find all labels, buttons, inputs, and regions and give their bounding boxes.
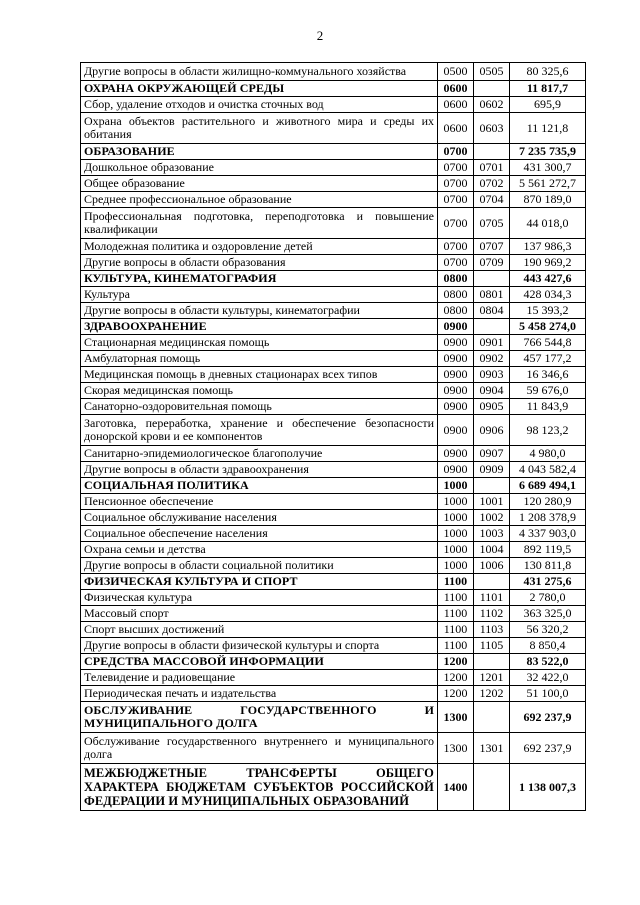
page-number: 2: [316, 28, 324, 43]
row-subsection-code-cell: 0702: [474, 176, 510, 192]
row-section-code-cell: 1000: [438, 526, 474, 542]
row-name-cell: Молодежная политика и оздоровление детей: [81, 239, 438, 255]
row-section-code-cell: 1100: [438, 606, 474, 622]
table-row: [81, 208, 586, 239]
table-row: [81, 415, 586, 446]
row-name-cell: Другие вопросы в области культуры, кинематографии: [81, 303, 438, 319]
row-amount-cell: 1 138 007,3: [510, 764, 586, 811]
budget-table-body: [81, 63, 586, 811]
row-name-cell: Стационарная медицинская помощь: [81, 335, 438, 351]
row-section-code-cell: 0700: [438, 239, 474, 255]
table-row: [81, 494, 586, 510]
row-name-cell: Другие вопросы в области социальной политики: [81, 558, 438, 574]
table-row: [81, 144, 586, 160]
row-name-cell: Социальное обеспечение населения: [81, 526, 438, 542]
table-row: [81, 478, 586, 494]
row-section-code-cell: 1000: [438, 558, 474, 574]
row-name-cell: КУЛЬТУРА, КИНЕМАТОГРАФИЯ: [81, 271, 438, 287]
row-subsection-code-cell: 0907: [474, 446, 510, 462]
row-name-cell: Культура: [81, 287, 438, 303]
table-row: [81, 81, 586, 97]
row-subsection-code-cell: [474, 319, 510, 335]
row-amount-cell: 4 337 903,0: [510, 526, 586, 542]
row-amount-cell: 11 843,9: [510, 399, 586, 415]
row-section-code-cell: 0900: [438, 462, 474, 478]
table-row: [81, 351, 586, 367]
table-row: [81, 271, 586, 287]
row-section-code-cell: 1400: [438, 764, 474, 811]
row-name-cell: Среднее профессиональное образование: [81, 192, 438, 208]
row-name-cell: Обслуживание государственного внутреннего и муниципального долга: [81, 733, 438, 764]
row-subsection-code-cell: 1001: [474, 494, 510, 510]
row-subsection-code-cell: 1301: [474, 733, 510, 764]
row-amount-cell: 15 393,2: [510, 303, 586, 319]
row-subsection-code-cell: 0505: [474, 63, 510, 81]
row-amount-cell: 56 320,2: [510, 622, 586, 638]
row-section-code-cell: 0900: [438, 351, 474, 367]
row-name-cell: Заготовка, переработка, хранение и обеспечение безопасности донорской крови и ее компонентов: [81, 415, 438, 446]
row-section-code-cell: 0700: [438, 160, 474, 176]
row-subsection-code-cell: 1101: [474, 590, 510, 606]
row-subsection-code-cell: 0909: [474, 462, 510, 478]
row-section-code-cell: 1100: [438, 622, 474, 638]
row-name-cell: Пенсионное обеспечение: [81, 494, 438, 510]
row-name-cell: Спорт высших достижений: [81, 622, 438, 638]
table-row: [81, 526, 586, 542]
row-amount-cell: 11 121,8: [510, 113, 586, 144]
row-name-cell: ОХРАНА ОКРУЖАЮЩЕЙ СРЕДЫ: [81, 81, 438, 97]
table-row: [81, 287, 586, 303]
row-name-cell: Санитарно-эпидемиологическое благополучие: [81, 446, 438, 462]
row-amount-cell: 692 237,9: [510, 702, 586, 733]
row-subsection-code-cell: 0904: [474, 383, 510, 399]
row-section-code-cell: 0900: [438, 383, 474, 399]
row-subsection-code-cell: 1103: [474, 622, 510, 638]
row-section-code-cell: 1000: [438, 542, 474, 558]
row-amount-cell: 137 986,3: [510, 239, 586, 255]
table-row: [81, 446, 586, 462]
table-row: [81, 558, 586, 574]
row-name-cell: Сбор, удаление отходов и очистка сточных вод: [81, 97, 438, 113]
row-subsection-code-cell: 1202: [474, 686, 510, 702]
table-row: [81, 654, 586, 670]
row-amount-cell: 11 817,7: [510, 81, 586, 97]
table-row: [81, 733, 586, 764]
row-section-code-cell: 0700: [438, 192, 474, 208]
row-amount-cell: 443 427,6: [510, 271, 586, 287]
table-row: [81, 542, 586, 558]
row-subsection-code-cell: [474, 478, 510, 494]
row-subsection-code-cell: [474, 702, 510, 733]
row-subsection-code-cell: [474, 574, 510, 590]
row-name-cell: Периодическая печать и издательства: [81, 686, 438, 702]
table-row: [81, 367, 586, 383]
table-row: [81, 764, 586, 811]
row-amount-cell: 120 280,9: [510, 494, 586, 510]
row-section-code-cell: 1200: [438, 654, 474, 670]
table-row: [81, 606, 586, 622]
row-section-code-cell: 1200: [438, 670, 474, 686]
table-row: [81, 303, 586, 319]
row-name-cell: Социальное обслуживание населения: [81, 510, 438, 526]
row-section-code-cell: 0700: [438, 144, 474, 160]
row-amount-cell: 51 100,0: [510, 686, 586, 702]
row-section-code-cell: 0900: [438, 319, 474, 335]
table-row: [81, 176, 586, 192]
row-section-code-cell: 1300: [438, 733, 474, 764]
row-amount-cell: 428 034,3: [510, 287, 586, 303]
row-subsection-code-cell: 0906: [474, 415, 510, 446]
row-name-cell: Другие вопросы в области физической культуры и спорта: [81, 638, 438, 654]
row-amount-cell: 1 208 378,9: [510, 510, 586, 526]
row-subsection-code-cell: 1105: [474, 638, 510, 654]
row-subsection-code-cell: 1201: [474, 670, 510, 686]
row-subsection-code-cell: [474, 81, 510, 97]
row-section-code-cell: 0700: [438, 208, 474, 239]
row-section-code-cell: 1000: [438, 478, 474, 494]
row-subsection-code-cell: 1003: [474, 526, 510, 542]
row-name-cell: МЕЖБЮДЖЕТНЫЕ ТРАНСФЕРТЫ ОБЩЕГО ХАРАКТЕРА БЮДЖЕТАМ СУБЪЕКТОВ РОССИЙСКОЙ ФЕДЕРАЦИИ И МУНИЦИПАЛЬНЫХ ОБРАЗОВАНИЙ: [81, 764, 438, 811]
table-row: [81, 383, 586, 399]
row-name-cell: Санаторно-оздоровительная помощь: [81, 399, 438, 415]
table-row: [81, 160, 586, 176]
row-section-code-cell: 0800: [438, 303, 474, 319]
table-row: [81, 97, 586, 113]
row-name-cell: Другие вопросы в области здравоохранения: [81, 462, 438, 478]
row-amount-cell: 32 422,0: [510, 670, 586, 686]
row-section-code-cell: 1000: [438, 494, 474, 510]
row-amount-cell: 766 544,8: [510, 335, 586, 351]
table-row: [81, 63, 586, 81]
row-subsection-code-cell: 0901: [474, 335, 510, 351]
row-name-cell: Массовый спорт: [81, 606, 438, 622]
row-amount-cell: 457 177,2: [510, 351, 586, 367]
row-subsection-code-cell: 0705: [474, 208, 510, 239]
row-amount-cell: 4 980,0: [510, 446, 586, 462]
row-subsection-code-cell: 0905: [474, 399, 510, 415]
row-subsection-code-cell: 1002: [474, 510, 510, 526]
row-amount-cell: 16 346,6: [510, 367, 586, 383]
row-name-cell: ЗДРАВООХРАНЕНИЕ: [81, 319, 438, 335]
row-section-code-cell: 0500: [438, 63, 474, 81]
row-name-cell: Физическая культура: [81, 590, 438, 606]
row-name-cell: Другие вопросы в области образования: [81, 255, 438, 271]
table-row: [81, 638, 586, 654]
table-row: [81, 113, 586, 144]
row-subsection-code-cell: 0903: [474, 367, 510, 383]
row-name-cell: Дошкольное образование: [81, 160, 438, 176]
row-section-code-cell: 0600: [438, 81, 474, 97]
row-name-cell: СРЕДСТВА МАССОВОЙ ИНФОРМАЦИИ: [81, 654, 438, 670]
row-subsection-code-cell: 0701: [474, 160, 510, 176]
table-row: [81, 255, 586, 271]
row-name-cell: Профессиональная подготовка, переподготовка и повышение квалификации: [81, 208, 438, 239]
row-amount-cell: 98 123,2: [510, 415, 586, 446]
row-section-code-cell: 0800: [438, 287, 474, 303]
row-name-cell: Общее образование: [81, 176, 438, 192]
table-row: [81, 622, 586, 638]
row-subsection-code-cell: [474, 271, 510, 287]
row-name-cell: Скорая медицинская помощь: [81, 383, 438, 399]
row-amount-cell: 2 780,0: [510, 590, 586, 606]
row-name-cell: Охрана семьи и детства: [81, 542, 438, 558]
row-section-code-cell: 1300: [438, 702, 474, 733]
row-section-code-cell: 0900: [438, 367, 474, 383]
row-subsection-code-cell: 0602: [474, 97, 510, 113]
row-section-code-cell: 1200: [438, 686, 474, 702]
row-amount-cell: 59 676,0: [510, 383, 586, 399]
row-amount-cell: 6 689 494,1: [510, 478, 586, 494]
row-name-cell: Медицинская помощь в дневных стационарах всех типов: [81, 367, 438, 383]
row-amount-cell: 431 300,7: [510, 160, 586, 176]
row-section-code-cell: 0900: [438, 399, 474, 415]
row-section-code-cell: 0700: [438, 255, 474, 271]
table-row: [81, 319, 586, 335]
table-row: [81, 335, 586, 351]
row-subsection-code-cell: 0707: [474, 239, 510, 255]
row-amount-cell: 870 189,0: [510, 192, 586, 208]
table-row: [81, 399, 586, 415]
row-name-cell: Амбулаторная помощь: [81, 351, 438, 367]
row-subsection-code-cell: 1006: [474, 558, 510, 574]
table-row: [81, 239, 586, 255]
row-amount-cell: 692 237,9: [510, 733, 586, 764]
row-amount-cell: 5 561 272,7: [510, 176, 586, 192]
table-row: [81, 192, 586, 208]
row-name-cell: ОБРАЗОВАНИЕ: [81, 144, 438, 160]
row-subsection-code-cell: 0603: [474, 113, 510, 144]
row-amount-cell: 4 043 582,4: [510, 462, 586, 478]
table-row: [81, 462, 586, 478]
row-section-code-cell: 0700: [438, 176, 474, 192]
row-amount-cell: 695,9: [510, 97, 586, 113]
row-amount-cell: 130 811,8: [510, 558, 586, 574]
row-section-code-cell: 1100: [438, 638, 474, 654]
row-subsection-code-cell: 0801: [474, 287, 510, 303]
row-section-code-cell: 1000: [438, 510, 474, 526]
row-subsection-code-cell: 0704: [474, 192, 510, 208]
row-amount-cell: 44 018,0: [510, 208, 586, 239]
row-name-cell: ФИЗИЧЕСКАЯ КУЛЬТУРА И СПОРТ: [81, 574, 438, 590]
row-name-cell: Охрана объектов растительного и животного мира и среды их обитания: [81, 113, 438, 144]
row-amount-cell: 8 850,4: [510, 638, 586, 654]
row-amount-cell: 431 275,6: [510, 574, 586, 590]
row-section-code-cell: 0600: [438, 113, 474, 144]
row-amount-cell: 80 325,6: [510, 63, 586, 81]
row-section-code-cell: 1100: [438, 590, 474, 606]
budget-table: [80, 62, 586, 811]
row-name-cell: Другие вопросы в области жилищно-коммунального хозяйства: [81, 63, 438, 81]
table-row: [81, 510, 586, 526]
row-name-cell: СОЦИАЛЬНАЯ ПОЛИТИКА: [81, 478, 438, 494]
row-section-code-cell: 0800: [438, 271, 474, 287]
row-section-code-cell: 0900: [438, 335, 474, 351]
row-name-cell: ОБСЛУЖИВАНИЕ ГОСУДАРСТВЕННОГО И МУНИЦИПАЛЬНОГО ДОЛГА: [81, 702, 438, 733]
row-subsection-code-cell: 0902: [474, 351, 510, 367]
row-section-code-cell: 0900: [438, 446, 474, 462]
row-section-code-cell: 1100: [438, 574, 474, 590]
row-amount-cell: 363 325,0: [510, 606, 586, 622]
row-amount-cell: 7 235 735,9: [510, 144, 586, 160]
table-row: [81, 686, 586, 702]
table-row: [81, 702, 586, 733]
row-amount-cell: 83 522,0: [510, 654, 586, 670]
row-section-code-cell: 0600: [438, 97, 474, 113]
row-subsection-code-cell: [474, 764, 510, 811]
table-row: [81, 574, 586, 590]
row-amount-cell: 5 458 274,0: [510, 319, 586, 335]
row-name-cell: Телевидение и радиовещание: [81, 670, 438, 686]
row-subsection-code-cell: [474, 144, 510, 160]
row-subsection-code-cell: 1102: [474, 606, 510, 622]
row-subsection-code-cell: 0804: [474, 303, 510, 319]
row-amount-cell: 190 969,2: [510, 255, 586, 271]
row-section-code-cell: 0900: [438, 415, 474, 446]
row-subsection-code-cell: [474, 654, 510, 670]
table-row: [81, 590, 586, 606]
row-amount-cell: 892 119,5: [510, 542, 586, 558]
row-subsection-code-cell: 0709: [474, 255, 510, 271]
table-row: [81, 670, 586, 686]
row-subsection-code-cell: 1004: [474, 542, 510, 558]
